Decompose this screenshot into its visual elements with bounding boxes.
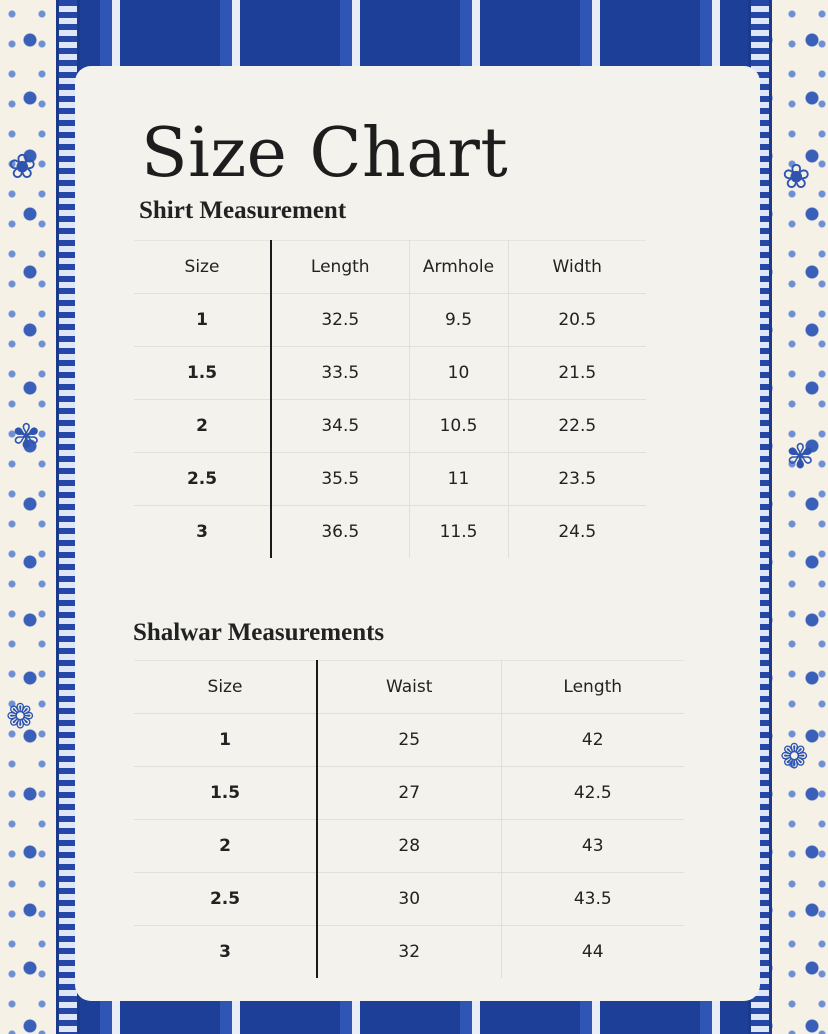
measurement-cell: 28	[317, 820, 501, 873]
measurement-cell: 42.5	[501, 767, 684, 820]
size-cell: 1.5	[134, 767, 317, 820]
table-row	[134, 714, 684, 767]
shalwar-measurement-table	[134, 660, 684, 978]
floral-ornament-icon: ❀	[782, 158, 811, 196]
column-header: Width	[508, 241, 646, 294]
table-row	[134, 767, 684, 820]
measurement-cell: 35.5	[271, 453, 409, 506]
table-row	[134, 400, 646, 453]
measurement-cell: 11.5	[409, 506, 508, 559]
decorative-top-band	[60, 0, 768, 70]
floral-ornament-icon: ❀	[8, 148, 37, 186]
measurement-cell: 44	[501, 926, 684, 979]
measurement-cell: 32.5	[271, 294, 409, 347]
size-cell: 3	[134, 926, 317, 979]
table-row	[134, 873, 684, 926]
column-header: Length	[501, 661, 684, 714]
measurement-cell: 20.5	[508, 294, 646, 347]
measurement-cell: 34.5	[271, 400, 409, 453]
table-row	[134, 506, 646, 559]
table-row	[134, 294, 646, 347]
size-cell: 1.5	[134, 347, 271, 400]
table-header-row	[134, 661, 684, 714]
size-cell: 3	[134, 506, 271, 559]
measurement-cell: 25	[317, 714, 501, 767]
size-chart-card	[75, 66, 760, 1001]
measurement-cell: 23.5	[508, 453, 646, 506]
floral-ornament-icon: ✾	[12, 418, 41, 456]
measurement-cell: 43	[501, 820, 684, 873]
measurement-cell: 10.5	[409, 400, 508, 453]
column-header: Size	[134, 241, 271, 294]
size-cell: 2	[134, 820, 317, 873]
shalwar-section-heading: Shalwar Measurements	[133, 619, 385, 646]
measurement-cell: 43.5	[501, 873, 684, 926]
column-header: Waist	[317, 661, 501, 714]
floral-ornament-icon: ✾	[786, 438, 815, 476]
measurement-cell: 42	[501, 714, 684, 767]
floral-ornament-icon: ❁	[6, 698, 35, 736]
measurement-cell: 9.5	[409, 294, 508, 347]
table-row	[134, 926, 684, 979]
measurement-cell: 32	[317, 926, 501, 979]
measurement-cell: 36.5	[271, 506, 409, 559]
measurement-cell: 11	[409, 453, 508, 506]
floral-ornament-icon: ❁	[780, 738, 809, 776]
table-header-row	[134, 241, 646, 294]
measurement-cell: 33.5	[271, 347, 409, 400]
size-cell: 2.5	[134, 873, 317, 926]
table-row	[134, 820, 684, 873]
measurement-cell: 10	[409, 347, 508, 400]
size-cell: 1	[134, 714, 317, 767]
column-header: Size	[134, 661, 317, 714]
measurement-cell: 27	[317, 767, 501, 820]
column-header: Length	[271, 241, 409, 294]
table-row	[134, 453, 646, 506]
column-header: Armhole	[409, 241, 508, 294]
measurement-cell: 22.5	[508, 400, 646, 453]
measurement-cell: 21.5	[508, 347, 646, 400]
shirt-measurement-table	[134, 240, 646, 558]
size-cell: 2	[134, 400, 271, 453]
size-cell: 1	[134, 294, 271, 347]
page-title: Size Chart	[141, 114, 509, 193]
table-row	[134, 347, 646, 400]
size-cell: 2.5	[134, 453, 271, 506]
measurement-cell: 30	[317, 873, 501, 926]
measurement-cell: 24.5	[508, 506, 646, 559]
shirt-section-heading: Shirt Measurement	[139, 197, 347, 224]
